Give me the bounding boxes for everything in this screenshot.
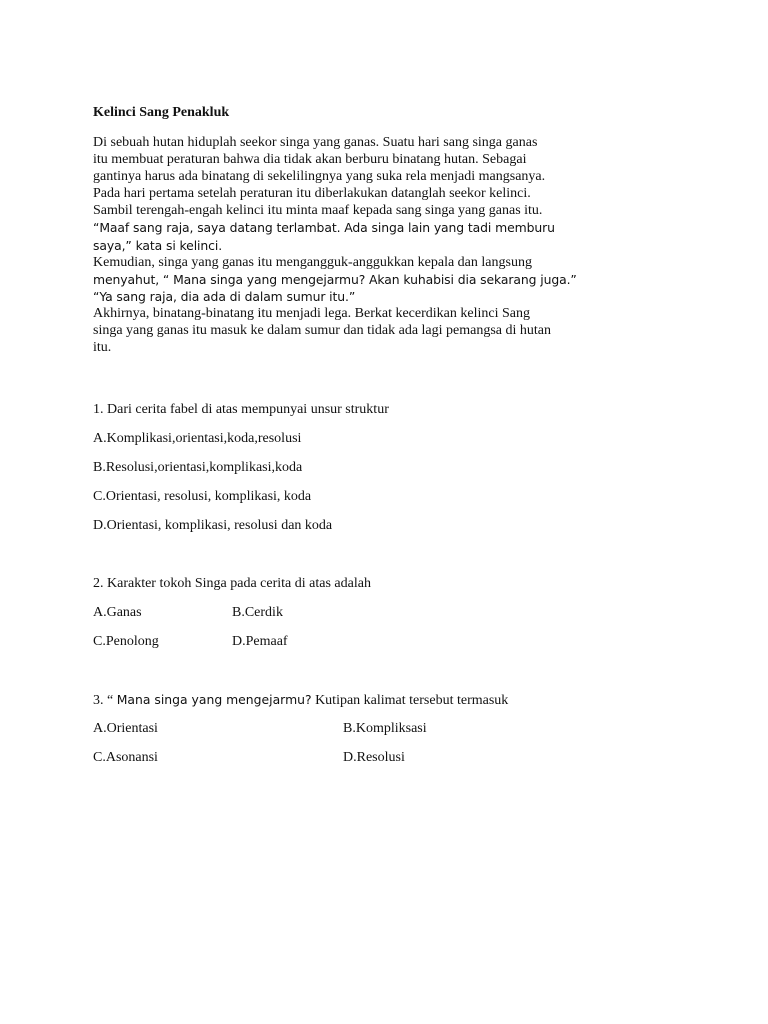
- question-2-option-a: A.Ganas: [93, 605, 142, 620]
- question-2-option-d: D.Pemaaf: [232, 634, 288, 649]
- story-line: Sambil terengah-engah kelinci itu minta maaf kepada sang singa yang ganas itu.: [93, 203, 543, 219]
- story-title: Kelinci Sang Penakluk: [93, 105, 230, 120]
- story-line: saya,” kata si kelinci.: [93, 237, 223, 253]
- question-3-option-a: A.Orientasi: [93, 721, 158, 736]
- story-text: [93, 134, 653, 356]
- story-line: gantinya harus ada binatang di sekelilingnya yang suka rela menjadi mangsanya.: [93, 169, 546, 185]
- question-1: 1. Dari cerita fabel di atas mempunyai unsur struktur: [93, 402, 389, 417]
- question-1-option-a: A.Komplikasi,orientasi,koda,resolusi: [93, 431, 302, 446]
- question-3-option-c: C.Asonansi: [93, 750, 158, 765]
- question-1-option-b: B.Resolusi,orientasi,komplikasi,koda: [93, 460, 303, 475]
- story-line: Akhirnya, binatang-binatang itu menjadi lega. Berkat kecerdikan kelinci Sang: [93, 305, 530, 321]
- story-line: menyahut, “ Mana singa yang mengejarmu? Akan kuhabisi dia sekarang juga.”: [93, 271, 577, 287]
- story-line: “Maaf sang raja, saya datang terlambat. Ada singa lain yang tadi memburu: [93, 220, 555, 236]
- question-3: [93, 691, 508, 710]
- question-3-option-b: B.Kompliksasi: [343, 721, 427, 736]
- question-3-quote: Mana singa yang mengejarmu?: [116, 692, 312, 707]
- story-line: itu membuat peraturan bahwa dia tidak akan berburu binatang hutan. Sebagai: [93, 152, 527, 168]
- question-2: 2. Karakter tokoh Singa pada cerita di atas adalah: [93, 576, 371, 591]
- question-3-prefix: 3. “: [93, 693, 117, 708]
- question-3-option-d: D.Resolusi: [343, 750, 405, 765]
- question-2-option-c: C.Penolong: [93, 634, 159, 649]
- question-3-suffix: Kutipan kalimat tersebut termasuk: [311, 693, 509, 708]
- story-line: “Ya sang raja, dia ada di dalam sumur itu.”: [93, 288, 356, 304]
- story-line: singa yang ganas itu masuk ke dalam sumur dan tidak ada lagi pemangsa di hutan: [93, 323, 551, 339]
- question-1-option-c: C.Orientasi, resolusi, komplikasi, koda: [93, 489, 312, 504]
- question-1-option-d: D.Orientasi, komplikasi, resolusi dan koda: [93, 518, 333, 533]
- story-line: Kemudian, singa yang ganas itu mengangguk-anggukkan kepala dan langsung: [93, 254, 532, 270]
- story-line: Di sebuah hutan hiduplah seekor singa yang ganas. Suatu hari sang singa ganas: [93, 135, 538, 150]
- story-line: itu.: [93, 340, 112, 356]
- question-2-option-b: B.Cerdik: [232, 605, 283, 620]
- story-line: Pada hari pertama setelah peraturan itu diberlakukan datanglah seekor kelinci.: [93, 186, 531, 202]
